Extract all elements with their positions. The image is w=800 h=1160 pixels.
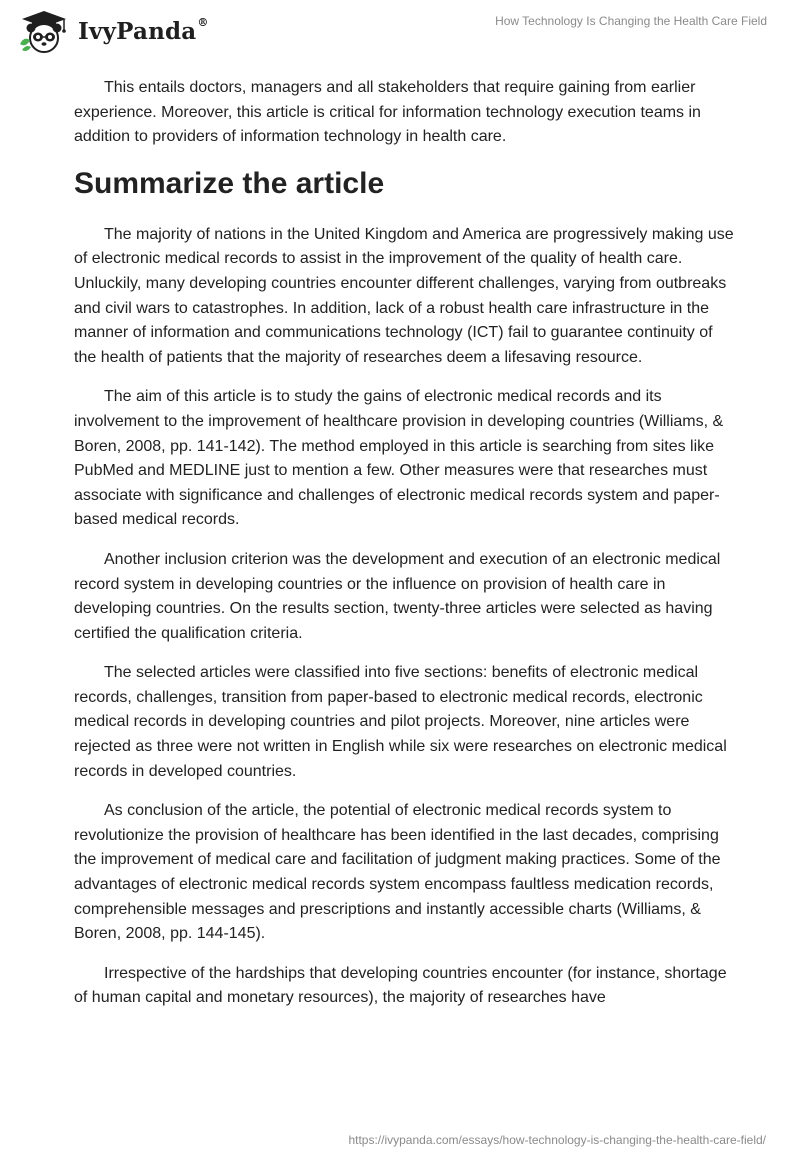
paragraph: Irrespective of the hardships that developing countries encounter (for instance, shortage of human capital and monetary resources), the majority of researches have — [74, 964, 727, 1007]
paragraph: The majority of nations in the United Kingdom and America are progressively making use of electronic medical records to assist in the improvement of the quality of health care. Unluckily, many developing countries encounter different challenges, varying from outbreaks and civil wars to catastrophes. In addition, lack of a robust health care infrastructure in the manner of information and communications technology (ICT) fail to guarantee continuity of the health of patients that the majority of researches deem a lifesaving resource. — [74, 225, 734, 366]
page-header — [0, 0, 800, 60]
intro-paragraph: This entails doctors, managers and all stakeholders that require gaining from earlier experience. Moreover, this article is critical for information technology execution teams in addition to providers of information technology in health care. — [74, 79, 701, 146]
panda-logo-icon[interactable] — [14, 8, 74, 56]
paragraph: The selected articles were classified into five sections: benefits of electronic medical records, challenges, transition from paper-based to electronic medical records, electronic medical records in developing countries and pilot projects. Moreover, nine articles were rejected as three were not written in English while six were researches on electronic medical records in developed countries. — [74, 664, 727, 780]
brand-name[interactable] — [78, 18, 209, 45]
section-heading: Summarize the article — [74, 166, 385, 200]
paragraph: Another inclusion criterion was the development and execution of an electronic medical record system in developing countries or the influence on provision of health care in developing countries. On the results section, twenty-three articles were selected as having certified the qualification criteria. — [74, 550, 721, 642]
article-body — [74, 76, 734, 1026]
paragraph: As conclusion of the article, the potential of electronic medical records system to revolutionize the provision of healthcare has been identified in the last decades, comprising the improvement of medical care and facilitation of judgment making practices. Some of the advantages of electronic medical records system encompass faultless medication records, comprehensible messages and prescriptions and instantly accessible charts (Williams, & Boren, 2008, pp. 144-145). — [74, 802, 721, 943]
brand-label: IvyPanda — [78, 18, 197, 45]
registered-mark: ® — [197, 16, 209, 29]
document-title: How Technology Is Changing the Health Care Field — [495, 14, 767, 28]
source-url[interactable]: https://ivypanda.com/essays/how-technology-is-changing-the-health-care-field/ — [348, 1133, 766, 1147]
paragraph: The aim of this article is to study the gains of electronic medical records and its involvement to the improvement of healthcare provision in developing countries (Williams, & Boren, 2008, pp. 141-142). The method employed in this article is searching from sites like PubMed and MEDLINE just to mention a few. Other measures were that researches must associate with significance and challenges of electronic medical records system and paper-based medical records. — [74, 388, 724, 529]
